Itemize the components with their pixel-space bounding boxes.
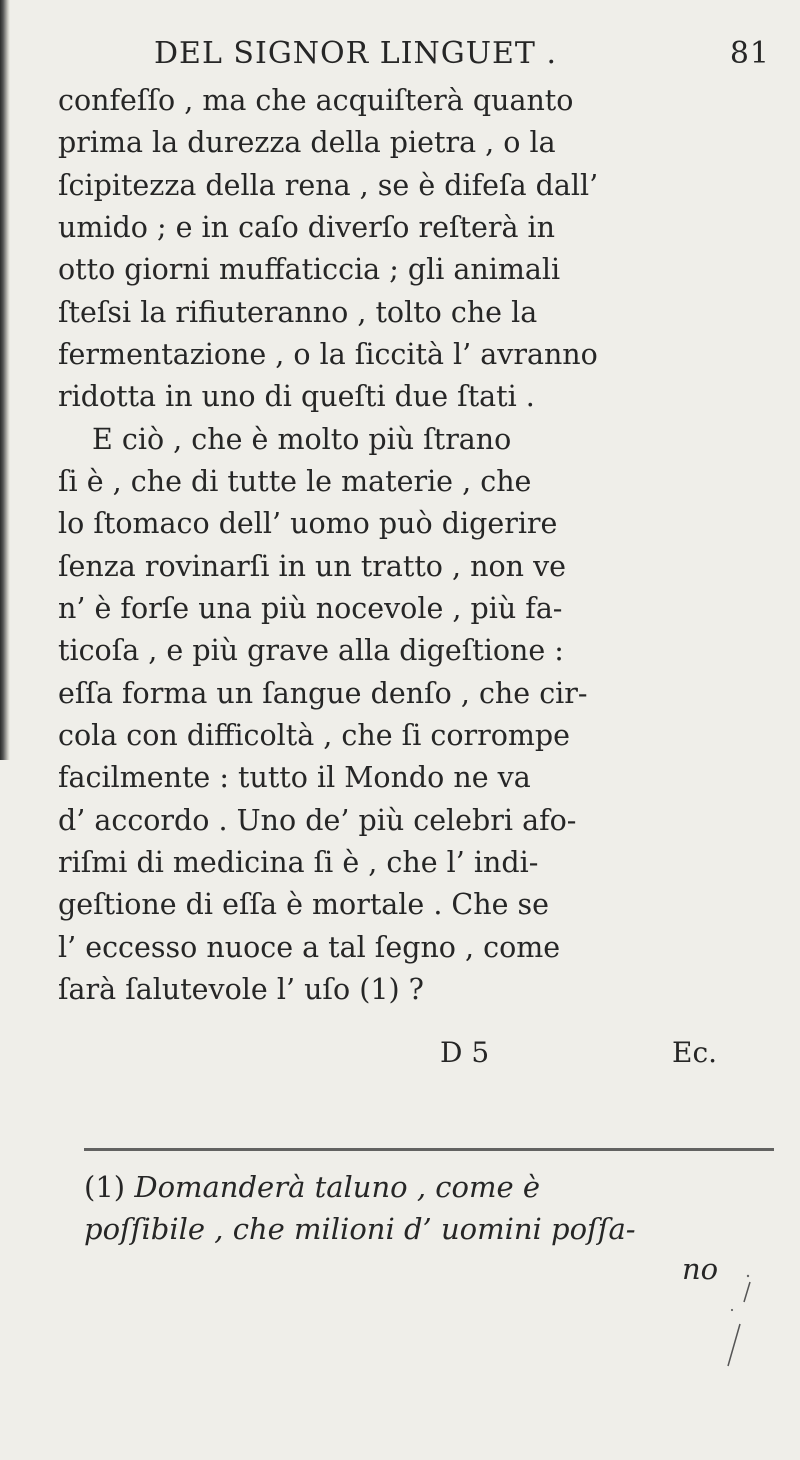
footnote-line: poſſibile , che milioni d’ uomini poſſa- — [84, 1212, 636, 1246]
ink-mark — [718, 1262, 758, 1372]
page-binding-edge — [0, 0, 10, 760]
text-line: facilmente : tutto il Mondo ne va — [58, 761, 531, 794]
running-head: DEL SIGNOR LINGUET . — [154, 36, 557, 71]
text-line: umido ; e in caſo diverſo reſterà in — [58, 211, 556, 244]
text-line: geſtione di eſſa è mortale . Che se — [58, 888, 550, 921]
text-line: ſenza rovinarſi in un tratto , non ve — [58, 550, 567, 583]
text-line: prima la durezza della pietra , o la — [58, 126, 556, 159]
text-line: l’ eccesso nuoce a tal ſegno , come — [58, 931, 561, 964]
footnote-marker: (1) — [84, 1170, 126, 1204]
footnote-line — [84, 1170, 540, 1204]
footnote-text: Domanderà taluno , come è — [134, 1170, 541, 1204]
text-line: ſi è , che di tutte le materie , che — [58, 465, 532, 498]
page-header — [130, 36, 780, 76]
text-line: lo ſtomaco dell’ uomo può digerire — [58, 507, 558, 540]
text-line: ſteſsi la rifiuteranno , tolto che la — [58, 296, 538, 329]
text-line: riſmi di medicina ſi è , che l’ indi- — [58, 846, 539, 879]
footnote-line: no — [682, 1252, 719, 1286]
text-line: n’ è forſe una più nocevole , più fa- — [58, 592, 563, 625]
signature-mark: D 5 — [440, 1036, 490, 1069]
text-line: cola con difficoltà , che ſi corrompe — [58, 719, 571, 752]
text-line: ſarà ſalutevole l’ uſo (1) ? — [58, 973, 424, 1006]
footnote-rule — [84, 1148, 774, 1151]
text-line: otto giorni muffaticcia ; gli animali — [58, 253, 561, 286]
page-number: 81 — [729, 36, 770, 71]
text-line: eſſa forma un ſangue denſo , che cir- — [58, 677, 588, 710]
text-line: fermentazione , o la ſiccità l’ avranno — [58, 338, 598, 371]
text-line: confeſſo , ma che acquiſterà quanto — [58, 84, 574, 117]
text-line: d’ accordo . Uno de’ più celebri afo- — [58, 804, 577, 837]
catchword: Ec. — [672, 1036, 718, 1069]
text-line: ticoſa , e più grave alla digeſtione : — [58, 634, 564, 667]
text-line: ſcipitezza della rena , se è difeſa dall’ — [58, 169, 599, 202]
text-line: ridotta in uno di queſti due ſtati . — [58, 380, 535, 413]
text-line: E ciò , che è molto più ſtrano — [92, 423, 512, 456]
